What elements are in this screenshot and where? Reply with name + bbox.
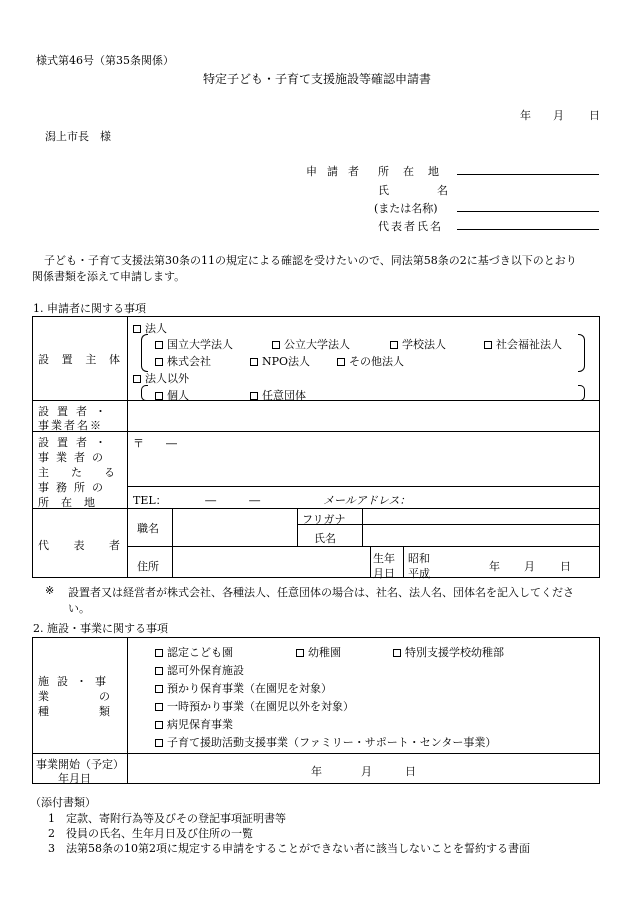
note-mark: ※ — [45, 584, 55, 597]
bracket-right-2 — [578, 385, 585, 401]
t1-rep-c2 — [297, 508, 298, 546]
facility-type-label-2: 業の — [38, 690, 160, 703]
checkbox-icon[interactable] — [393, 649, 401, 657]
section1-title: 1. 申請者に関する事項 — [33, 302, 146, 315]
attachment-2: 2 役員の氏名、生年月日及び住所の一覧 — [48, 827, 253, 840]
t2-right — [599, 637, 600, 784]
office-label-3: 主たる — [38, 466, 137, 479]
start-year: 年 — [311, 765, 322, 778]
checkbox-icon[interactable] — [155, 358, 163, 366]
opt-sick-child-care[interactable]: 病児保育事業 — [155, 716, 233, 732]
birthdate-label-a: 生年 — [373, 552, 395, 565]
opt-npo[interactable]: NPO法人 — [250, 353, 310, 369]
era-showa[interactable]: 昭和 — [408, 552, 430, 565]
bd-month: 月 — [524, 560, 535, 573]
opt-school-corp[interactable]: 学校法人 — [390, 336, 446, 352]
t1-rep-mid — [127, 546, 600, 547]
rep-name-label: 氏名 — [314, 532, 336, 545]
checkbox-icon[interactable] — [133, 325, 141, 333]
t1-col — [127, 316, 128, 578]
bracket-right — [578, 334, 585, 372]
t1-rep-c1 — [172, 508, 173, 578]
or-name-label: (または名称) — [374, 202, 438, 215]
establisher-label: 設 置 主 体 — [38, 353, 120, 366]
t1-left — [32, 316, 33, 578]
opt-individual[interactable]: 個人 — [155, 387, 189, 403]
office-label-1: 設置者・ — [38, 436, 114, 449]
opt-kindergarten[interactable]: 幼稚園 — [296, 644, 341, 660]
checkbox-icon[interactable] — [155, 721, 163, 729]
note-text-2: い。 — [68, 602, 90, 615]
office-label-2: 事業者の — [38, 451, 110, 464]
name-label: 氏名 — [378, 184, 496, 197]
intro-text-2: 関係書類を添えて申請します。 — [32, 270, 186, 283]
office-label-4: 事務所の — [38, 481, 110, 494]
t1-rep-c5 — [403, 546, 404, 578]
checkbox-icon[interactable] — [250, 392, 258, 400]
attachments-head: （添付書類） — [30, 796, 96, 809]
opt-temporary-care[interactable]: 一時預かり事業（在園児以外を対象） — [155, 698, 354, 714]
checkbox-icon[interactable] — [155, 341, 163, 349]
t2-left — [32, 637, 33, 784]
addressee: 潟上市長 様 — [45, 130, 111, 143]
opt-public-univ[interactable]: 公立大学法人 — [272, 336, 350, 352]
checkbox-icon[interactable] — [296, 649, 304, 657]
t1-h2 — [32, 431, 600, 432]
rep-address-label: 住所 — [137, 560, 159, 573]
checkbox-icon[interactable] — [484, 341, 492, 349]
opt-nintei-kodomoen[interactable]: 認定こども園 — [155, 644, 233, 660]
checkbox-icon[interactable] — [133, 375, 141, 383]
opt-other-corp[interactable]: その他法人 — [337, 353, 404, 369]
establisher-name-field[interactable] — [133, 403, 595, 429]
corp-option[interactable]: 法人 — [133, 320, 167, 336]
representative-label: 代表者氏名 — [378, 220, 443, 233]
checkbox-icon[interactable] — [250, 358, 258, 366]
era-heisei[interactable]: 平成 — [408, 567, 430, 580]
address-label: 所在地 — [378, 165, 453, 178]
intro-text: 子ども・子育て支援法第30条の11の規定による確認を受けたいので、同法第58条の2に基づき以下のとおり — [44, 254, 577, 267]
start-date-label-a: 事業開始（予定） — [36, 758, 124, 771]
address-field-line[interactable] — [457, 174, 599, 175]
facility-type-label-1: 施設・事 — [38, 675, 114, 688]
t1-right — [599, 316, 600, 578]
form-number: 様式第46号（第35条関係） — [36, 54, 174, 67]
representative-field-line[interactable] — [457, 229, 599, 230]
non-corp-option[interactable]: 法人以外 — [133, 370, 189, 386]
t2-mid — [32, 753, 600, 754]
opt-special-school[interactable]: 特別支援学校幼稚部 — [393, 644, 504, 660]
t1-h3 — [127, 486, 600, 487]
tel-field[interactable]: TEL： ― ― — [133, 494, 261, 507]
bracket-left-2 — [141, 385, 148, 401]
bd-year: 年 — [489, 560, 500, 573]
attachment-3: 3 法第58条の10第2項に規定する申請をすることができない者に該当しないことを誓約する書面 — [48, 842, 530, 855]
office-label-5: 所在地 — [38, 496, 107, 509]
document-title: 特定子ども・子育て支援施設等確認申請書 — [203, 72, 432, 86]
t1-h4 — [32, 508, 600, 509]
opt-national-univ[interactable]: 国立大学法人 — [155, 336, 233, 352]
checkbox-icon[interactable] — [155, 685, 163, 693]
facility-type-label-3: 種類 — [38, 705, 160, 718]
checkbox-icon[interactable] — [155, 667, 163, 675]
date-year: 年 — [520, 109, 531, 122]
start-day: 日 — [405, 765, 416, 778]
furigana-label: フリガナ — [302, 513, 346, 526]
establisher-name-label-a: 設置者・ — [38, 405, 114, 418]
applicant-head-text: 申請者 — [306, 165, 369, 178]
email-label: メールアドレス： — [323, 494, 411, 507]
opt-voluntary-group[interactable]: 任意団体 — [250, 387, 306, 403]
name-field-line[interactable] — [457, 211, 599, 212]
postal-code-field[interactable]: 〒 ― — [133, 437, 177, 450]
representative-row-label: 代 表 者 — [38, 539, 120, 552]
date-month: 月 — [553, 109, 564, 122]
opt-social-welfare[interactable]: 社会福祉法人 — [484, 336, 562, 352]
t1-h1 — [32, 400, 600, 401]
opt-company[interactable]: 株式会社 — [155, 353, 211, 369]
t1-top — [32, 316, 600, 317]
t2-top — [32, 637, 600, 638]
checkbox-icon[interactable] — [155, 739, 163, 747]
checkbox-icon[interactable] — [155, 649, 163, 657]
date-day: 日 — [589, 109, 600, 122]
checkbox-icon[interactable] — [155, 703, 163, 711]
checkbox-icon[interactable] — [155, 392, 163, 400]
start-date-label-b: 年月日 — [58, 772, 91, 785]
opt-extended-care[interactable]: 預かり保育事業（在園児を対象） — [155, 680, 332, 696]
note-text: 設置者又は経営者が株式会社、各種法人、任意団体の場合は、社名、法人名、団体名を記入してくださ — [68, 586, 574, 599]
checkbox-icon[interactable] — [337, 358, 345, 366]
bd-day: 日 — [560, 560, 571, 573]
t2-bottom — [32, 783, 600, 784]
opt-family-support[interactable]: 子育て援助活動支援事業（ファミリー・サポート・センター事業） — [155, 734, 496, 750]
position-label: 職名 — [137, 522, 159, 535]
start-month: 月 — [361, 765, 372, 778]
t1-bottom — [32, 577, 600, 578]
birthdate-label-b: 月日 — [373, 567, 395, 580]
establisher-name-label-b: 事業者名※ — [38, 419, 103, 432]
attachment-1: 1 定款、寄附行為等及びその登記事項証明書等 — [48, 812, 286, 825]
t1-rep-c4 — [370, 546, 371, 578]
t1-rep-c3 — [362, 508, 363, 546]
opt-unlicensed-nursery[interactable]: 認可外保育施設 — [155, 662, 244, 678]
section2-title: 2. 施設・事業に関する事項 — [33, 622, 168, 635]
checkbox-icon[interactable] — [390, 341, 398, 349]
bracket-left — [141, 334, 148, 372]
checkbox-icon[interactable] — [272, 341, 280, 349]
